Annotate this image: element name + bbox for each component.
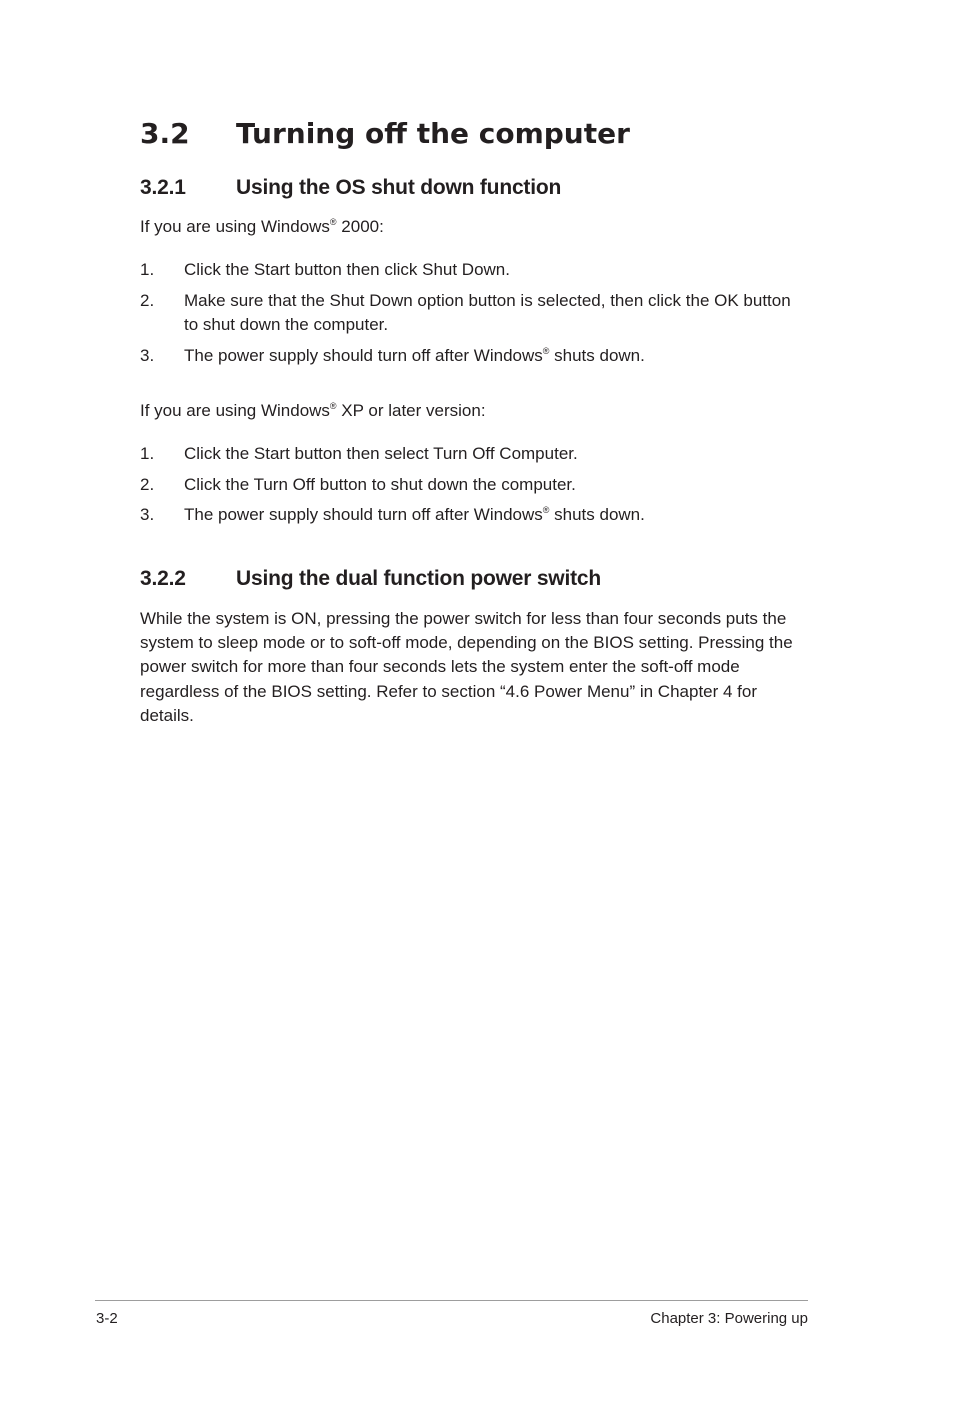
registered-mark: ®	[329, 401, 337, 411]
list-item-text: Click the Start button then click Shut Down.	[184, 260, 510, 279]
list-item	[140, 473, 804, 497]
page-title	[140, 114, 630, 154]
list-item-number: 1.	[140, 260, 155, 279]
subsection-title: Using the OS shut down function	[236, 176, 562, 199]
footer-divider	[95, 1300, 808, 1301]
list-item-text: The power supply should turn off after Windows® shuts down.	[184, 505, 645, 524]
subsection-title: Using the dual function power switch	[236, 567, 601, 590]
list-item	[140, 503, 804, 527]
list-item-number: 3.	[140, 346, 155, 365]
list-item	[140, 442, 804, 466]
list-item-text: Make sure that the Shut Down option button is selected, then click the OK button to shut down the computer.	[184, 291, 791, 334]
windows-2000-intro: If you are using Windows® 2000:	[140, 217, 384, 236]
list-item-text: The power supply should turn off after Windows® shuts down.	[184, 346, 645, 365]
subsection-number: 3.2.1	[140, 176, 186, 199]
subsection-heading-power-switch	[140, 565, 601, 593]
section-number: 3.2	[140, 117, 190, 150]
page-number: 3-2	[96, 1310, 118, 1327]
list-item-number: 2.	[140, 291, 155, 310]
list-item-number: 3.	[140, 505, 155, 524]
list-item	[140, 289, 804, 337]
windows-xp-intro: If you are using Windows® XP or later version:	[140, 401, 486, 420]
registered-mark: ®	[542, 505, 550, 515]
section-title: Turning off the computer	[236, 117, 630, 150]
list-item-text: Click the Turn Off button to shut down the computer.	[184, 475, 576, 494]
chapter-label: Chapter 3: Powering up	[650, 1310, 808, 1327]
list-item	[140, 258, 804, 282]
subsection-number: 3.2.2	[140, 567, 186, 590]
subsection-heading-os-shutdown	[140, 174, 561, 202]
list-item-text: Click the Start button then select Turn Off Computer.	[184, 444, 578, 463]
registered-mark: ®	[329, 217, 337, 227]
list-item-number: 1.	[140, 444, 155, 463]
list-item	[140, 344, 804, 368]
power-switch-description: While the system is ON, pressing the power switch for less than four seconds puts the system to sleep mode or to soft-off mode, depending on the BIOS setting. Pressing the power switch for more than four seconds lets the system enter the soft-off mode regardless of the BIOS setting. Refer to section “4.6 Power Menu” in Chapter 4 for details.	[140, 609, 793, 725]
list-item-number: 2.	[140, 475, 155, 494]
registered-mark: ®	[542, 346, 550, 356]
